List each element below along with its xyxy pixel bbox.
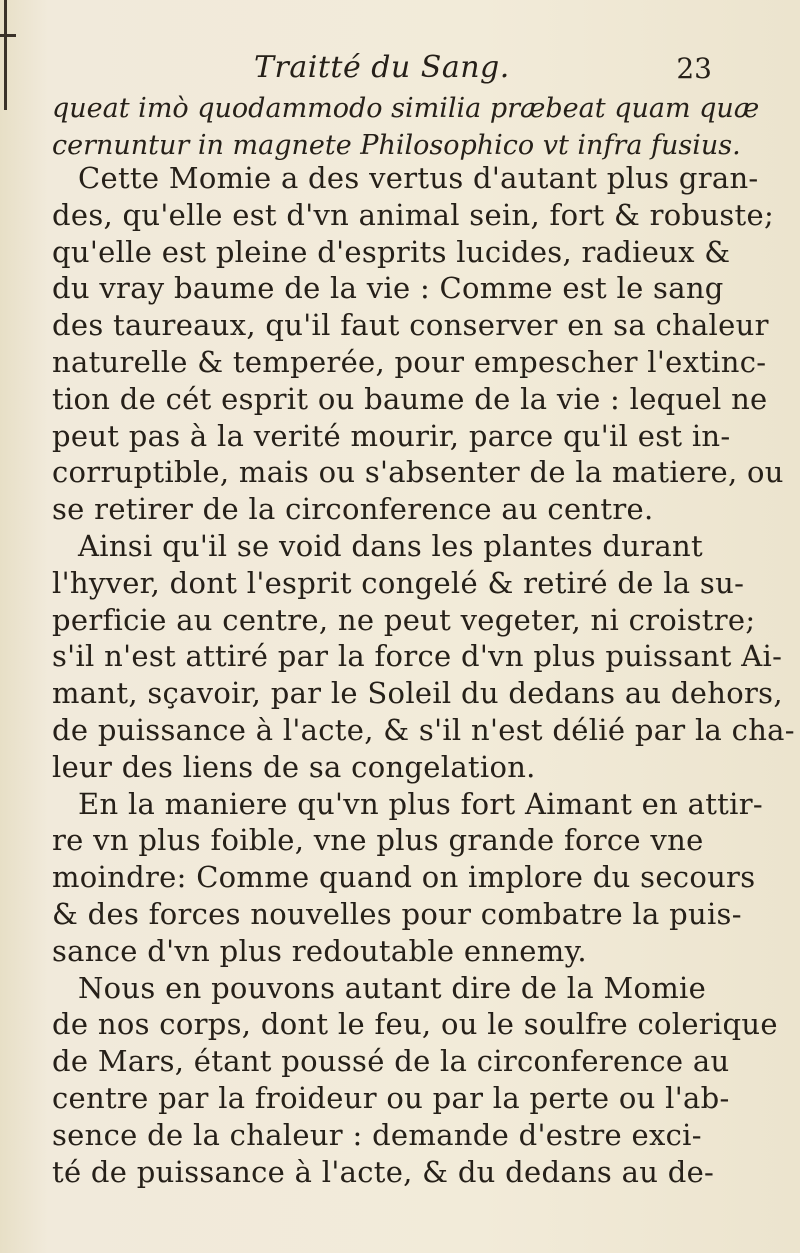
- text-line: moindre: Comme quand on implore du secours: [52, 860, 756, 895]
- text-line: l'hyver, dont l'esprit congelé & retiré de la su-: [52, 565, 745, 600]
- body-text: [52, 160, 795, 1190]
- text-line: & des forces nouvelles pour combatre la puis-: [52, 896, 742, 931]
- text-line: qu'elle est pleine d'esprits lucides, radieux &: [52, 234, 731, 269]
- latin-passage: [52, 90, 760, 164]
- text-line: perficie au centre, ne peut vegeter, ni croistre;: [52, 602, 756, 637]
- running-title: Traitté du Sang.: [254, 50, 510, 85]
- text-line: leur des liens de sa congelation.: [52, 749, 536, 784]
- text-line: de Mars, étant poussé de la circonference au: [52, 1044, 730, 1079]
- text-line: centre par la froideur ou par la perte ou l'ab-: [52, 1080, 730, 1115]
- text-line: naturelle & temperée, pour empescher l'extinc-: [52, 344, 767, 379]
- text-line: re vn plus foible, vne plus grande force vne: [52, 823, 704, 858]
- text-line: du vray baume de la vie : Comme est le sang: [52, 271, 724, 306]
- text-line: tion de cét esprit ou baume de la vie : lequel ne: [52, 381, 768, 416]
- text-line: des, qu'elle est d'vn animal sein, fort & robuste;: [52, 197, 775, 232]
- text-line: de nos corps, dont le feu, ou le soulfre colerique: [52, 1007, 778, 1042]
- text-line: se retirer de la circonference au centre.: [52, 492, 654, 527]
- text-line: s'il n'est attiré par la force d'vn plus puissant Ai-: [52, 639, 783, 674]
- text-line: En la maniere qu'vn plus fort Aimant en attir-: [78, 786, 763, 821]
- latin-line: queat imò quodammodo similia præbeat quam quæ: [52, 93, 760, 124]
- text-line: Ainsi qu'il se void dans les plantes durant: [78, 528, 703, 563]
- text-line: corruptible, mais ou s'absenter de la matiere, ou: [52, 455, 784, 490]
- text-line: peut pas à la verité mourir, parce qu'il est in-: [52, 418, 731, 453]
- latin-line: cernuntur in magnete Philosophico vt infra fusius.: [52, 130, 741, 161]
- gutter-rule: [4, 0, 7, 110]
- text-line: Cette Momie a des vertus d'autant plus gran-: [78, 161, 759, 195]
- text-line: té de puissance à l'acte, & du dedans au de-: [52, 1154, 715, 1189]
- gutter-tick: [0, 34, 16, 37]
- text-line: des taureaux, qu'il faut conserver en sa chaleur: [52, 308, 769, 343]
- text-line: Nous en pouvons autant dire de la Momie: [78, 970, 707, 1005]
- page-number: 23: [676, 52, 712, 85]
- running-head: [52, 48, 712, 88]
- text-line: mant, sçavoir, par le Soleil du dedans au dehors,: [52, 676, 783, 711]
- text-line: de puissance à l'acte, & s'il n'est délié par la cha-: [52, 712, 795, 747]
- text-line: sance d'vn plus redoutable ennemy.: [52, 933, 587, 968]
- text-line: sence de la chaleur : demande d'estre exci-: [52, 1117, 702, 1152]
